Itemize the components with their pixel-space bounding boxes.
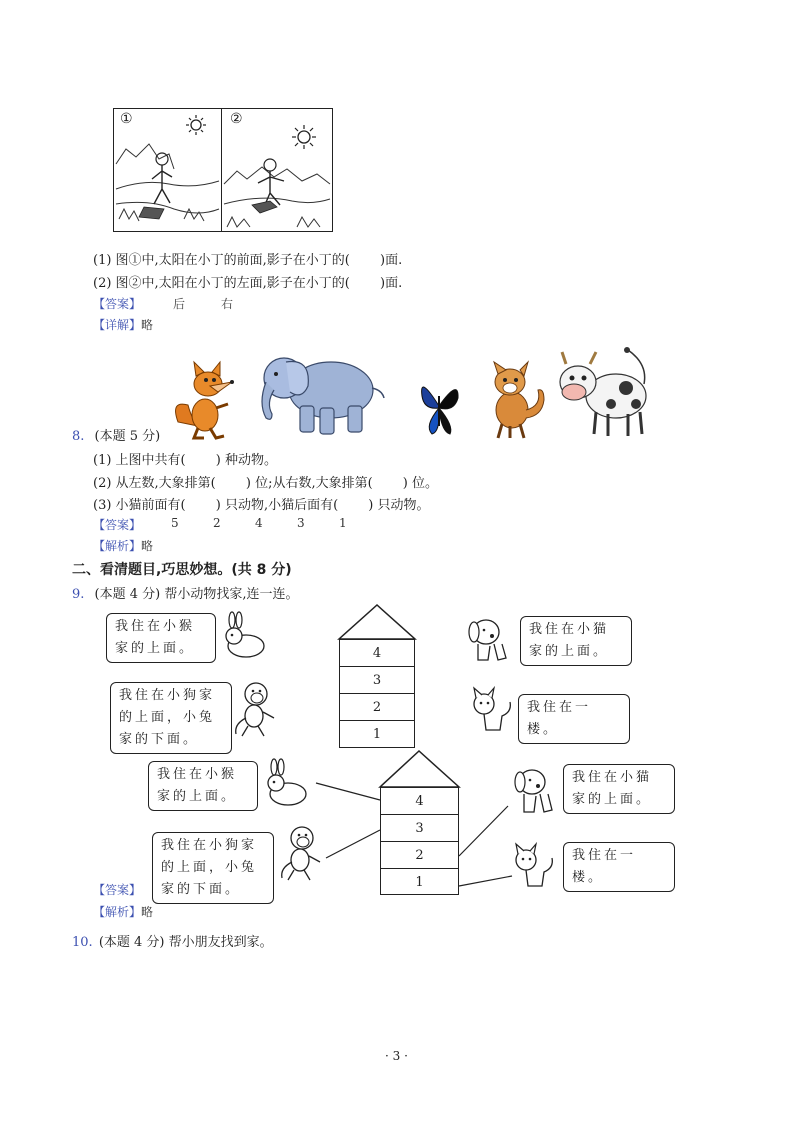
q7-question-1: (1) 图①中,太阳在小丁的前面,影子在小丁的( )面. — [93, 253, 403, 268]
q7-scene-2 — [222, 109, 332, 231]
house-floor-1: 1 — [380, 868, 459, 895]
line-dog-to-floor-2 — [459, 806, 508, 856]
answer-tag: 【答案】 — [93, 883, 142, 897]
explain-text: 略 — [141, 318, 154, 332]
answer-bubble-rabbit: 我住在小猴家的上面。 — [148, 761, 258, 811]
rabbit-icon — [222, 612, 272, 660]
q9-answer-row — [93, 881, 141, 898]
q7-scene-1 — [114, 109, 221, 231]
section-title: 二、看清题目,巧思妙想。(共 8 分) — [72, 562, 292, 578]
speech-bubble-cat: 我住在一楼。 — [518, 694, 630, 744]
q7-panel-1-label: ① — [120, 111, 133, 127]
house-floor-1: 1 — [339, 720, 415, 748]
house-floor-2: 2 — [380, 841, 459, 869]
q9-header-row — [72, 583, 299, 602]
q8-header-row — [72, 425, 160, 444]
q8-answer-2: 2 — [213, 516, 221, 530]
q7-panel-1 — [114, 109, 222, 231]
fox-icon — [170, 360, 240, 440]
q10-header-row — [72, 931, 273, 950]
answer-house-outline — [380, 750, 459, 895]
line-monkey-to-floor-3 — [326, 830, 380, 858]
cat-icon — [466, 686, 516, 736]
house-outline — [339, 604, 415, 748]
cat-icon — [478, 360, 548, 440]
butterfly-icon — [414, 376, 464, 436]
q7-answer-2: 右 — [221, 297, 234, 311]
monkey-icon — [230, 680, 280, 738]
q7-question-2: (2) 图②中,太阳在小丁的左面,影子在小丁的( )面. — [93, 276, 403, 291]
q8-answer-5: 1 — [339, 516, 347, 530]
answer-tag: 【答案】 — [93, 297, 142, 311]
q9-explain-row — [93, 903, 153, 920]
question-number: 10. — [72, 935, 93, 950]
question-number: 9. — [72, 587, 85, 602]
question-number: 8. — [72, 429, 85, 444]
house-floor-3: 3 — [380, 814, 459, 842]
q7-explain-row — [93, 316, 153, 333]
q8-explain-row — [93, 537, 153, 554]
house-floor-2: 2 — [339, 693, 415, 721]
q7-picture — [113, 108, 333, 232]
q8-question-2: (2) 从左数,大象排第( ) 位;从右数,大象排第( ) 位。 — [93, 476, 439, 491]
cow-icon — [556, 344, 651, 439]
q8-answer-row — [93, 516, 413, 532]
rabbit-icon — [262, 758, 314, 808]
dog-icon — [510, 764, 560, 818]
dog-icon — [464, 614, 514, 666]
explain-tag: 【解析】 — [93, 539, 142, 553]
q10-header: (本题 4 分) 帮小朋友找到家。 — [98, 935, 273, 950]
monkey-icon — [276, 824, 326, 882]
q7-answer-1: 后 — [173, 297, 186, 311]
q8-answer-4: 3 — [297, 516, 305, 530]
elephant-icon — [256, 348, 386, 438]
house-roof — [339, 604, 415, 640]
house-floor-4: 4 — [339, 639, 415, 667]
house-roof — [380, 750, 459, 788]
q8-question-3: (3) 小猫前面有( ) 只动物,小猫后面有( ) 只动物。 — [93, 498, 430, 513]
house-floor-3: 3 — [339, 666, 415, 694]
cat-icon — [508, 842, 560, 892]
answer-bubble-cat: 我住在一楼。 — [563, 842, 675, 892]
line-cat-to-floor-1 — [459, 876, 512, 886]
explain-tag: 【解析】 — [93, 905, 142, 919]
house-floor-4: 4 — [380, 787, 459, 815]
speech-bubble-rabbit: 我住在小猴家的上面。 — [106, 613, 216, 663]
q8-header: (本题 5 分) — [94, 429, 161, 444]
speech-bubble-monkey: 我住在小狗家的上面，小兔家的下面。 — [110, 682, 232, 754]
explain-text: 略 — [141, 539, 154, 553]
answer-bubble-monkey: 我住在小狗家的上面，小兔家的下面。 — [152, 832, 274, 904]
q7-answer-row — [93, 295, 234, 312]
answer-bubble-dog: 我住在小猫家的上面。 — [563, 764, 675, 814]
line-rabbit-to-floor-4 — [316, 783, 380, 800]
q9-header: (本题 4 分) 帮小动物找家,连一连。 — [94, 587, 299, 602]
speech-bubble-dog: 我住在小猫家的上面。 — [520, 616, 632, 666]
q7-panel-2 — [222, 109, 332, 231]
page-number: · 3 · — [385, 1049, 408, 1063]
explain-text: 略 — [141, 905, 154, 919]
q8-question-1: (1) 上图中共有( ) 种动物。 — [93, 453, 277, 468]
q8-answer-3: 4 — [255, 516, 263, 530]
q7-panel-2-label: ② — [230, 111, 243, 127]
explain-tag: 【详解】 — [93, 318, 142, 332]
q8-answer-1: 5 — [171, 516, 179, 530]
answer-tag: 【答案】 — [93, 518, 142, 532]
